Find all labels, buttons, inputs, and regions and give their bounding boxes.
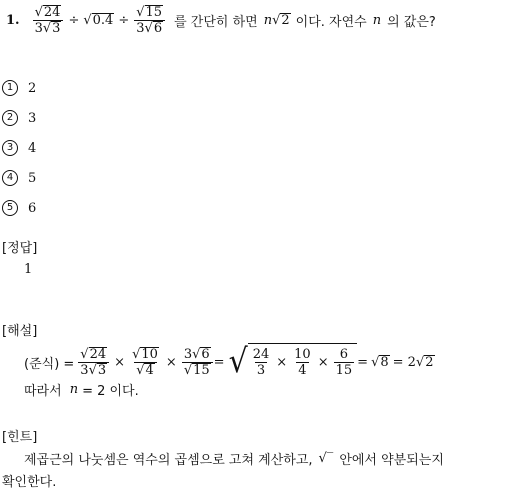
- option-3[interactable]: [2, 133, 36, 163]
- answer-value: 1: [24, 262, 33, 277]
- hint-line-2: 확인한다.: [2, 475, 57, 490]
- question-line: 1. √ 24 3 √ 3 ÷ √ 0.4 ÷ √ 15 3 √ 6 를 간단히 하면 n √ 2 이다. 자연수 n 의 값은?: [6, 4, 436, 36]
- solution-line-2: 따라서 n = 2 이다.: [24, 382, 139, 399]
- question-number: 1.: [6, 12, 20, 28]
- var-n-2: n: [372, 12, 382, 28]
- sqrt-symbol-icon: √‾: [318, 451, 334, 466]
- option-4-mark: 4: [2, 170, 18, 186]
- option-5-value: 6: [28, 200, 37, 216]
- option-3-value: 4: [28, 140, 37, 156]
- solution-equation: (준식) = √ 24 3 √ 3 × √ 10 √ 4 × 3 √ 6 √ 15 = √ $\frac{24}{3}$ × $\frac{10}{4}$ × $\frac{6}{15}$ = √ 8 = 2 √ 2: [24, 342, 434, 381]
- sol-frac-a: √ 24 3 √ 3: [78, 347, 109, 378]
- question-text-b: 이다. 자연수: [295, 14, 367, 30]
- hint-label: [힌트]: [2, 430, 38, 445]
- option-1[interactable]: [2, 73, 36, 103]
- option-1-value: 2: [28, 80, 37, 96]
- fraction-2: √ 15 3 √ 6: [134, 5, 165, 36]
- options-list: [2, 73, 36, 223]
- option-3-mark: 3: [2, 140, 18, 156]
- var-n: n: [263, 12, 273, 28]
- sqrt-2: √ 2: [272, 12, 290, 28]
- sol-frac-b: √ 10 √ 4: [132, 346, 158, 378]
- question-text-c: 의 값은?: [387, 14, 436, 30]
- option-4-value: 5: [28, 170, 37, 186]
- question-text-a: 를 간단히 하면: [174, 14, 258, 30]
- option-5[interactable]: [2, 193, 36, 223]
- option-4[interactable]: [2, 163, 36, 193]
- option-2[interactable]: [2, 103, 36, 133]
- option-1-mark: 1: [2, 80, 18, 96]
- sol-frac-c: 3 √ 6 √ 15: [182, 347, 213, 378]
- option-5-mark: 5: [2, 200, 18, 216]
- answer-label: [정답]: [2, 241, 38, 256]
- option-2-mark: 2: [2, 110, 18, 126]
- sol-sqrt-2: √ 2: [415, 354, 434, 370]
- fraction-1: √ 24 3 √ 3: [33, 5, 64, 36]
- option-2-value: 3: [28, 110, 37, 126]
- sqrt-mid: √ 0.4: [83, 12, 114, 28]
- hint-line-1: 제곱근의 나눗셈은 역수의 곱셈으로 고쳐 계산하고, √‾ 안에서 약분되는지: [24, 451, 444, 468]
- sol-big-sqrt: √ $\frac{24}{3}$ × $\frac{10}{4}$ × $\frac{6}{15}$: [229, 343, 358, 381]
- sol-sqrt-8: √ 8: [371, 354, 389, 370]
- solution-label: [해설]: [2, 324, 38, 339]
